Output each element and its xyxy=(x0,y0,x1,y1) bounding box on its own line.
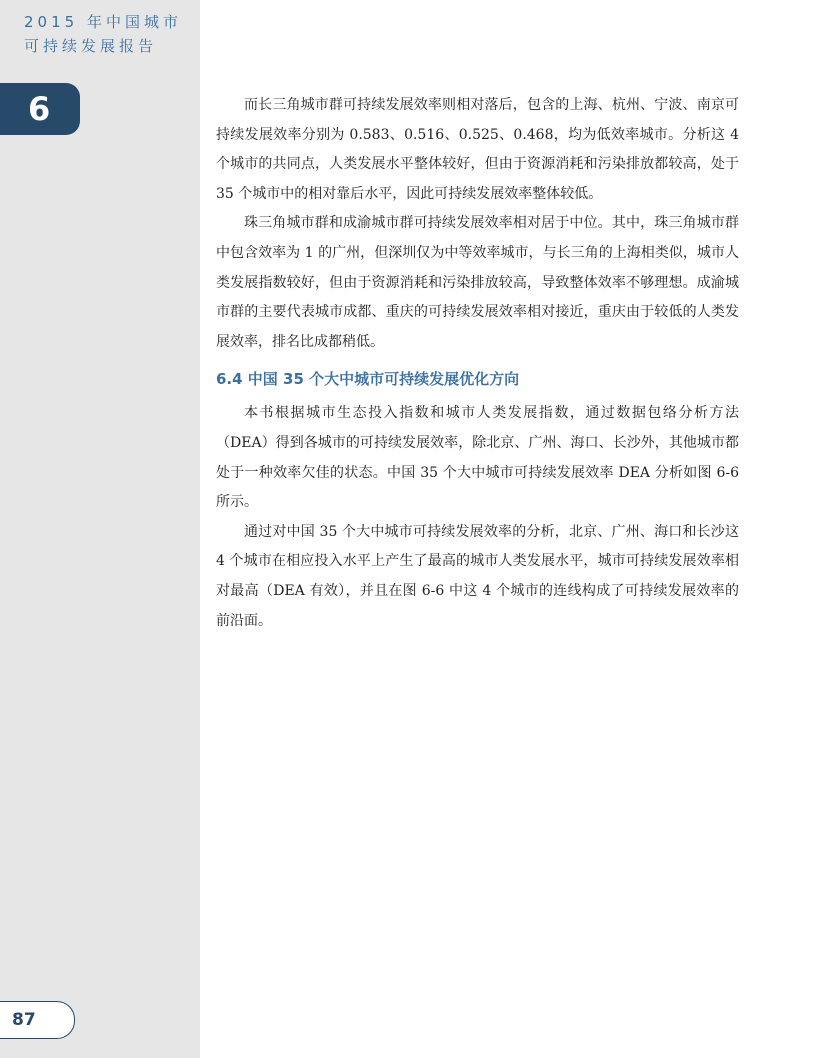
page-number: 87 xyxy=(12,1010,36,1030)
paragraph: 而长三角城市群可持续发展效率则相对落后，包含的上海、杭州、宁波、南京可持续发展效率分别为 0.583、0.516、0.525、0.468，均为低效率城市。分析这 4 个城市的共同点，人类发展水平整体较好，但由于资源消耗和污染排放都较高，处于 35 个城市中的相对靠后水平，因此可持续发展效率整体较低。 xyxy=(216,97,739,202)
main-content xyxy=(216,91,739,636)
page-number-tab xyxy=(0,1001,75,1039)
paragraph: 通过对中国 35 个大中城市可持续发展效率的分析，北京、广州、海口和长沙这 4 个城市在相应投入水平上产生了最高的城市人类发展水平，城市可持续发展效率相对最高（DEA 有效），并且在图 6-6 中这 4 个城市的连线构成了可持续发展效率的前沿面。 xyxy=(216,523,739,629)
book-title xyxy=(24,10,194,58)
paragraph: 本书根据城市生态投入指数和城市人类发展指数，通过数据包络分析方法（DEA）得到各城市的可持续发展效率，除北京、广州、海口、长沙外，其他城市都处于一种效率欠佳的状态。中国 35 个大中城市可持续发展效率 DEA 分析如图 6-6 所示。 xyxy=(216,405,739,511)
book-title-line-1: 2015 年中国城市 xyxy=(24,13,182,31)
paragraph: 珠三角城市群和成渝城市群可持续发展效率相对居于中位。其中，珠三角城市群中包含效率为 1 的广州，但深圳仅为中等效率城市，与长三角的上海相类似，城市人类发展指数较好，但由于资源消耗和污染排放较高，导致整体效率不够理想。成渝城市群的主要代表城市成都、重庆的可持续发展效率相对接近，重庆由于较低的人类发展效率，排名比成都稍低。 xyxy=(216,215,739,350)
chapter-number-tab xyxy=(0,83,80,135)
book-title-line-2: 可持续发展报告 xyxy=(24,37,158,55)
sidebar xyxy=(0,0,200,1058)
chapter-number: 6 xyxy=(28,90,51,128)
section-heading: 6.4 中国 35 个大中城市可持续发展优化方向 xyxy=(216,370,520,389)
